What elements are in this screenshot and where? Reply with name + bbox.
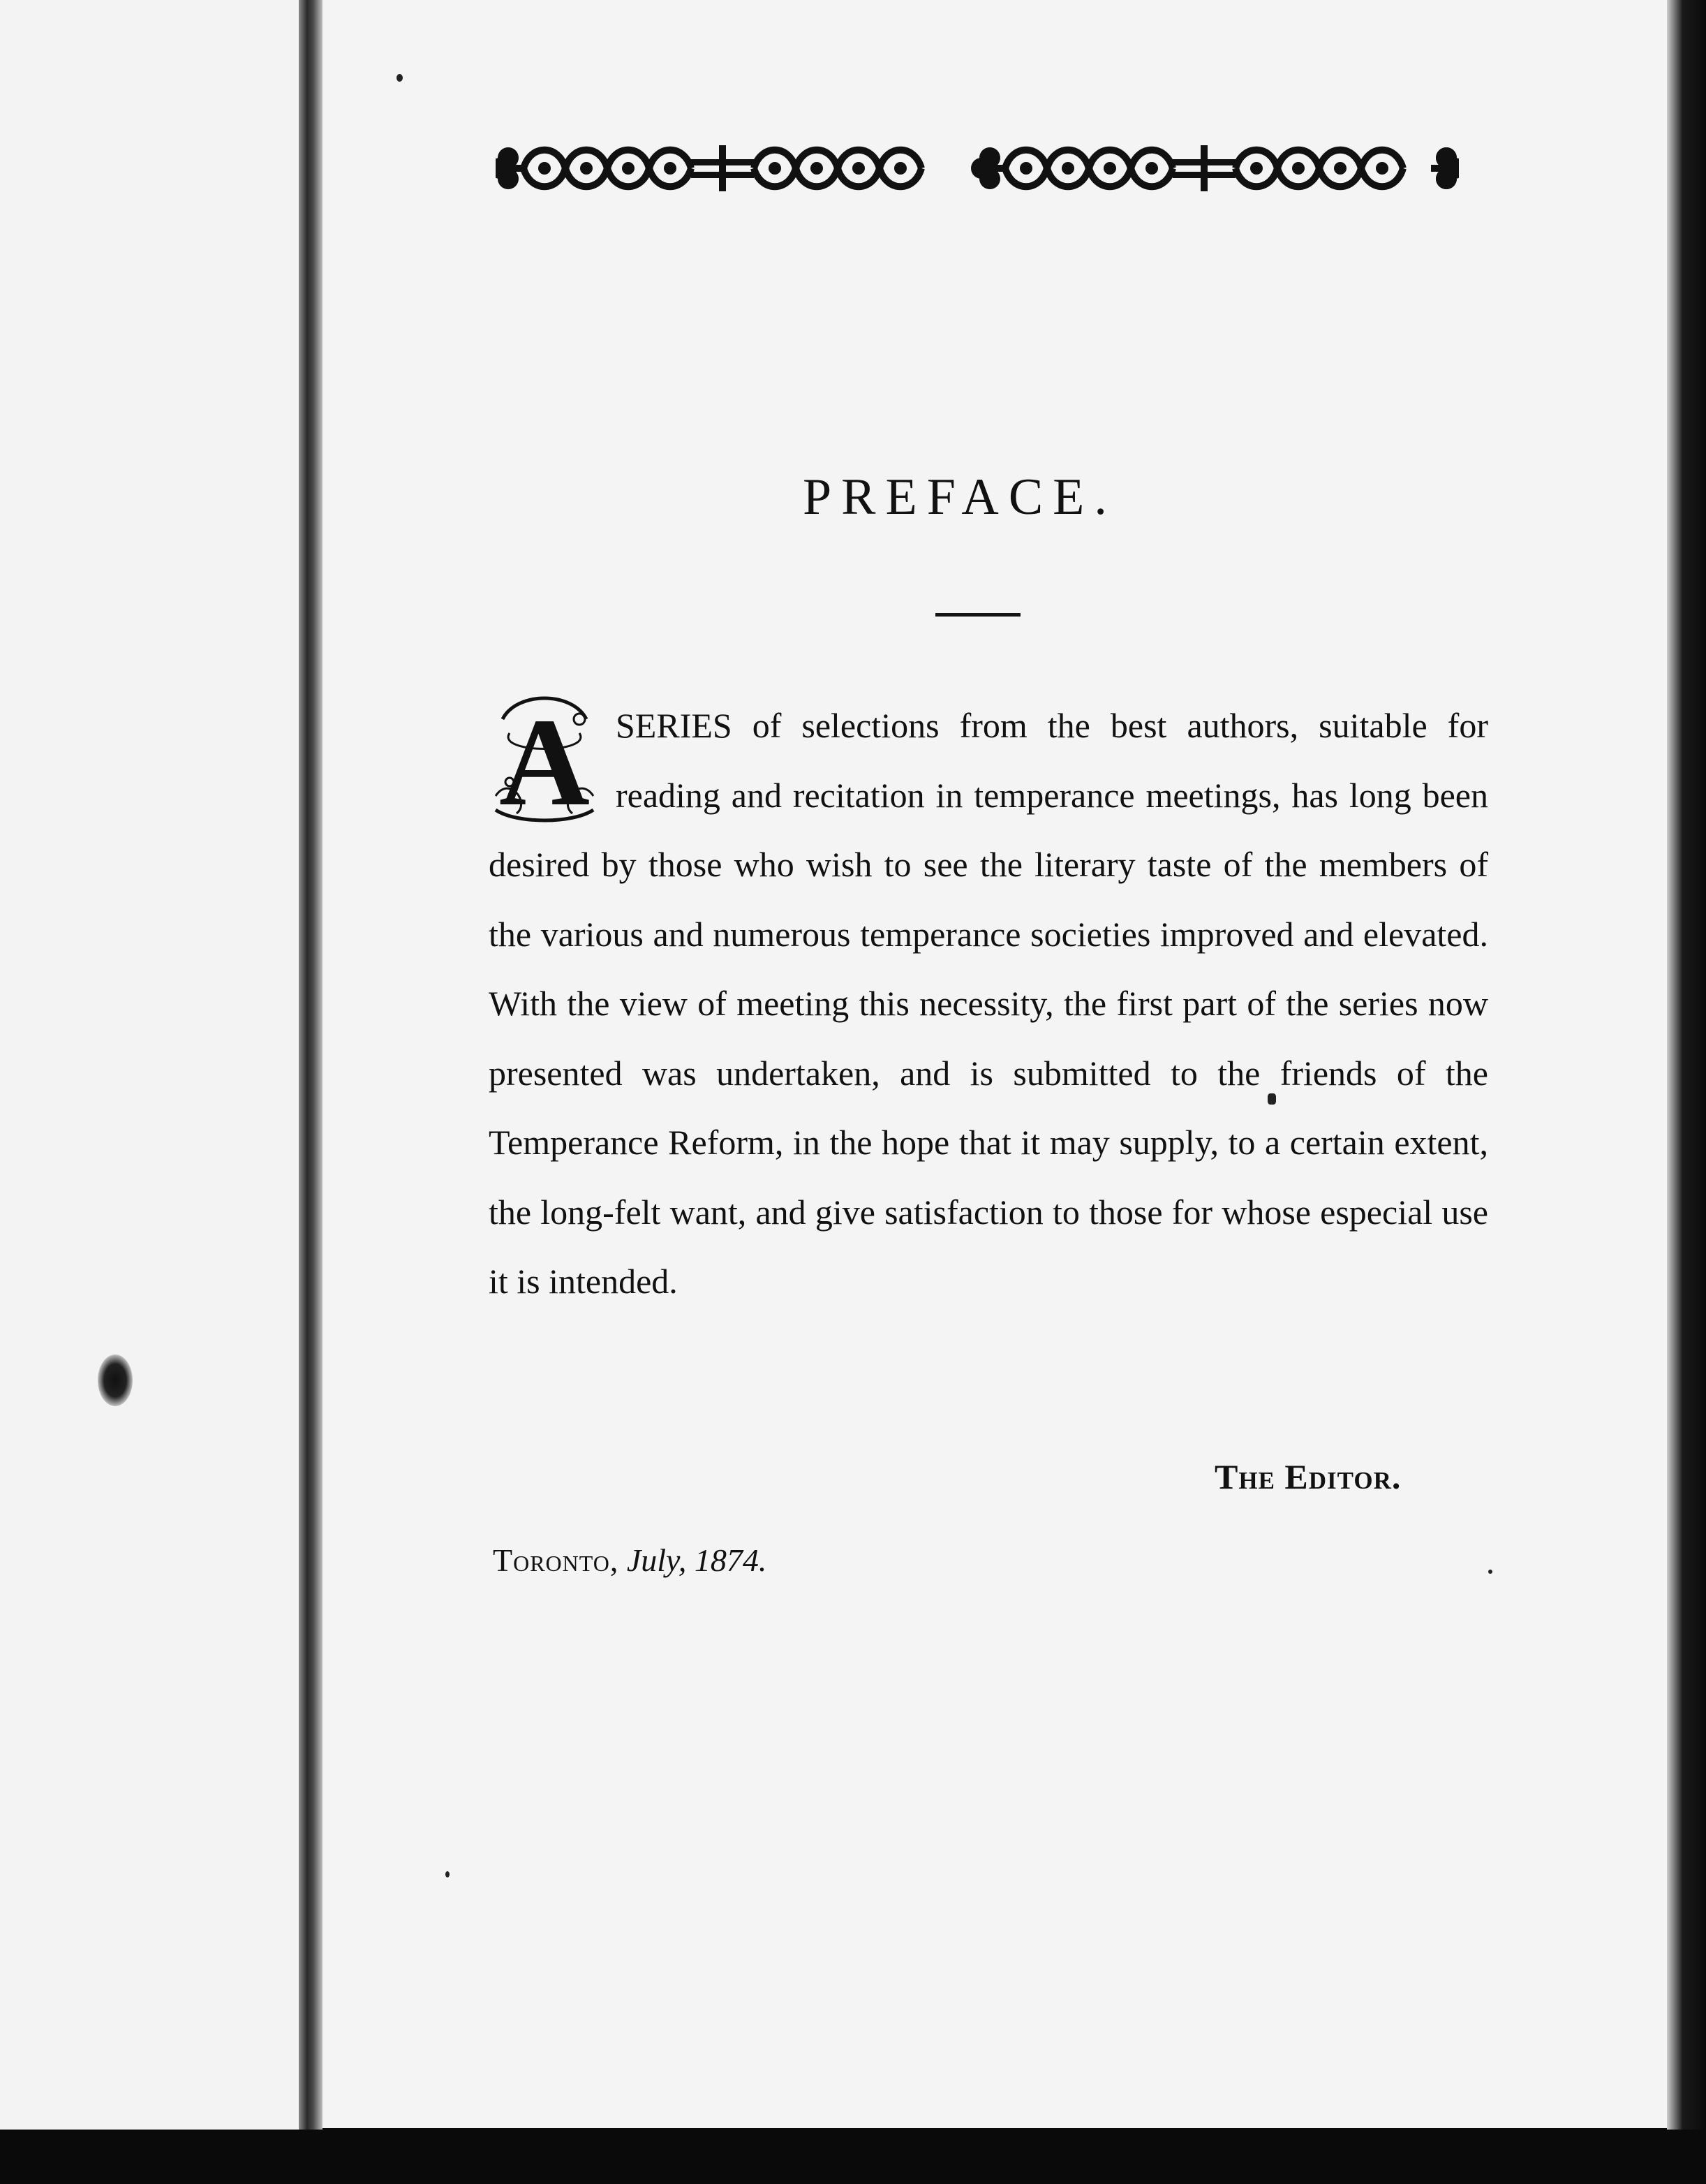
ornamental-header-border <box>496 137 1459 200</box>
publication-date: July, 1874. <box>626 1542 767 1578</box>
left-facing-page <box>0 0 300 2130</box>
page-title: PREFACE. <box>803 468 1117 526</box>
speck <box>1488 1570 1492 1574</box>
ink-spot <box>98 1355 133 1406</box>
title-rule <box>935 613 1021 617</box>
book-gutter <box>299 0 322 2130</box>
preface-body <box>489 691 1488 1317</box>
place-name: Toronto, <box>493 1542 619 1578</box>
preface-paragraph: SERIES of selections from the best authors, suitable for reading and recitation in temperance meetings, has long been desired by those who wish to see the literary taste of the members of the various and numerous temperance societies improved and elevated. With the view of meeting this necessity, the first part of the series now presented was undertaken, and is submitted to the friends of the Temperance Reform, in the hope that it may supply, to a certain extent, the long-felt want, and give satisfaction to those for whose especial use it is intended. <box>489 706 1488 1301</box>
speck <box>445 1871 450 1877</box>
editor-signature: The Editor. <box>1215 1457 1402 1496</box>
decorative-drop-cap <box>489 691 600 824</box>
place-and-date <box>493 1542 766 1579</box>
scan-border <box>0 2130 1706 2184</box>
page-edge <box>1667 0 1706 2130</box>
drop-cap-letter: A <box>499 693 590 824</box>
speck <box>396 74 403 82</box>
